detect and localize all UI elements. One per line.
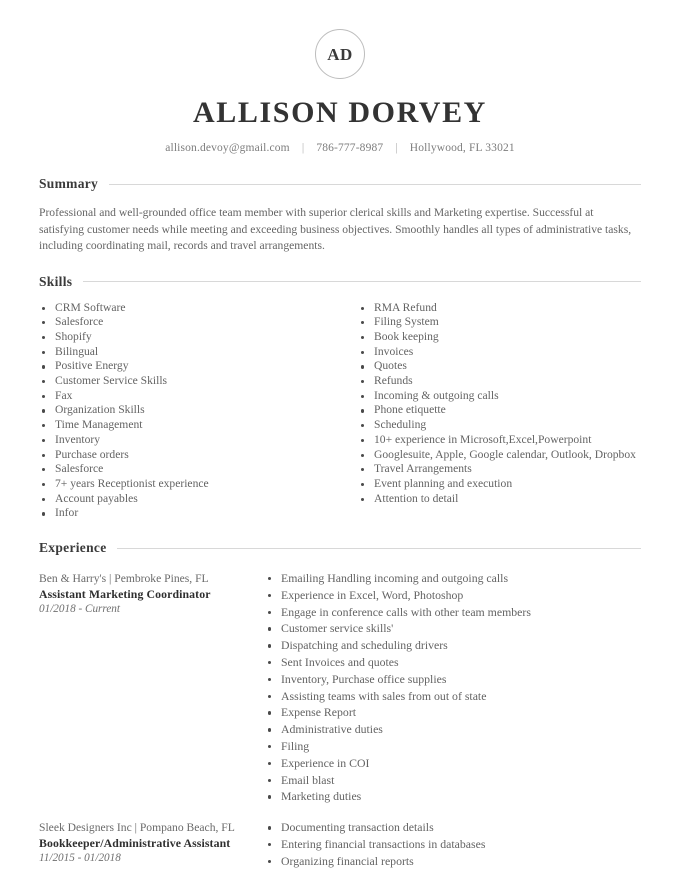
monogram-initials: AD [327, 44, 353, 64]
skill-item: Incoming & outgoing calls [358, 389, 641, 404]
job-dates: 11/2015 - 01/2018 [39, 852, 121, 865]
job-bullet-item: Administrative duties [264, 721, 641, 738]
experience-heading-rule [117, 548, 641, 549]
skills-heading-rule [83, 281, 641, 282]
skills-columns [39, 301, 641, 522]
skills-heading-label: Skills [39, 273, 73, 289]
skill-item: Quotes [358, 359, 641, 374]
job-meta [39, 819, 264, 869]
skill-item: Travel Arrangements [358, 462, 641, 477]
experience-heading-label: Experience [39, 540, 107, 556]
job-bullet-item: Expense Report [264, 704, 641, 721]
summary-heading [39, 176, 641, 192]
job-bullet-item: Emailing Handling incoming and outgoing calls [264, 570, 641, 587]
job-bullet-item: Assisting teams with sales from out of state [264, 688, 641, 705]
summary-heading-label: Summary [39, 176, 99, 191]
experience-heading [39, 540, 641, 556]
experience-section [39, 540, 641, 870]
skills-list-right [358, 301, 641, 507]
experience-job [39, 819, 641, 869]
job-bullet-item: Experience in Excel, Word, Photoshop [264, 587, 641, 604]
contact-separator-1: | [301, 142, 305, 154]
skill-item: Event planning and execution [358, 477, 641, 492]
job-company: Ben & Harry's | Pembroke Pines, FL [39, 572, 209, 586]
skill-item: Inventory [39, 433, 340, 448]
contact-separator-2: | [395, 142, 398, 154]
skill-item: RMA Refund [358, 301, 641, 316]
skill-item: Filing System [358, 315, 641, 330]
experience-jobs [39, 570, 641, 870]
job-bullet-item: Engage in conference calls with other team members [264, 604, 641, 621]
skill-item: CRM Software [39, 301, 340, 316]
skill-item: Googlesuite, Apple, Google calendar, Outlook, Dropbox [358, 448, 641, 463]
skill-item: Shopify [39, 330, 340, 345]
skill-item: Phone etiquette [358, 403, 641, 418]
skill-item: 10+ experience in Microsoft,Excel,Powerpoint [358, 433, 641, 448]
job-title: Assistant Marketing Coordinator [39, 587, 211, 602]
job-bullet-item: Inventory, Purchase office supplies [264, 671, 641, 688]
skill-item: Account payables [39, 492, 340, 507]
candidate-name: ALLISON DORVEY [193, 96, 487, 129]
skills-column-left [39, 301, 340, 522]
skill-item: Bilingual [39, 345, 340, 360]
skill-item: Infor [39, 506, 340, 521]
job-bullet-item: Dispatching and scheduling drivers [264, 637, 641, 654]
monogram-badge [315, 29, 365, 79]
job-bullet-list [264, 570, 641, 805]
job-title: Bookkeeper/Administrative Assistant [39, 836, 231, 851]
job-bullet-item: Experience in COI [264, 755, 641, 772]
job-company: Sleek Designers Inc | Pompano Beach, FL [39, 821, 235, 835]
job-responsibilities [264, 570, 641, 805]
summary-section [39, 176, 641, 255]
job-bullet-item: Organizing financial reports [264, 853, 641, 870]
job-responsibilities [264, 819, 641, 869]
job-bullet-list [264, 819, 641, 869]
job-bullet-item: Email blast [264, 772, 641, 789]
skill-item: 7+ years Receptionist experience [39, 477, 340, 492]
skills-section [39, 274, 641, 522]
skills-column-right [340, 301, 641, 522]
skill-item: Customer Service Skills [39, 374, 340, 389]
skill-item: Salesforce [39, 315, 340, 330]
skill-item: Scheduling [358, 418, 641, 433]
skills-list-left [39, 301, 340, 522]
job-bullet-item: Marketing duties [264, 788, 641, 805]
skill-item: Salesforce [39, 462, 340, 477]
job-dates: 01/2018 - Current [39, 603, 121, 616]
job-bullet-item: Sent Invoices and quotes [264, 654, 641, 671]
skill-item: Purchase orders [39, 448, 340, 463]
skill-item: Invoices [358, 345, 641, 360]
resume-header [39, 0, 641, 154]
job-bullet-item: Documenting transaction details [264, 819, 641, 836]
skill-item: Time Management [39, 418, 340, 433]
job-meta [39, 570, 264, 805]
contact-info [39, 142, 641, 154]
experience-job [39, 570, 641, 805]
contact-email: allison.devoy@gmail.com [165, 142, 290, 154]
job-bullet-item: Entering financial transactions in databases [264, 836, 641, 853]
skill-item: Book keeping [358, 330, 641, 345]
job-bullet-item: Customer service skills' [264, 620, 641, 637]
skill-item: Positive Energy [39, 359, 340, 374]
summary-heading-rule [109, 184, 641, 185]
skill-item: Refunds [358, 374, 641, 389]
job-bullet-item: Filing [264, 738, 641, 755]
skill-item: Fax [39, 389, 340, 404]
summary-text: Professional and well-grounded office team member with superior clerical skills and Marketing expertise. Successful at satisfying customer needs while meeting and exceeding business objectives. Smoothly handles all types of administrative tasks, including coordinating mail, records and travel arrangements. [39, 206, 632, 252]
skills-heading [39, 274, 641, 290]
contact-phone: 786-777-8987 [316, 142, 384, 154]
contact-location: Hollywood, FL 33021 [409, 142, 515, 154]
skill-item: Organization Skills [39, 403, 340, 418]
skill-item: Attention to detail [358, 492, 641, 507]
